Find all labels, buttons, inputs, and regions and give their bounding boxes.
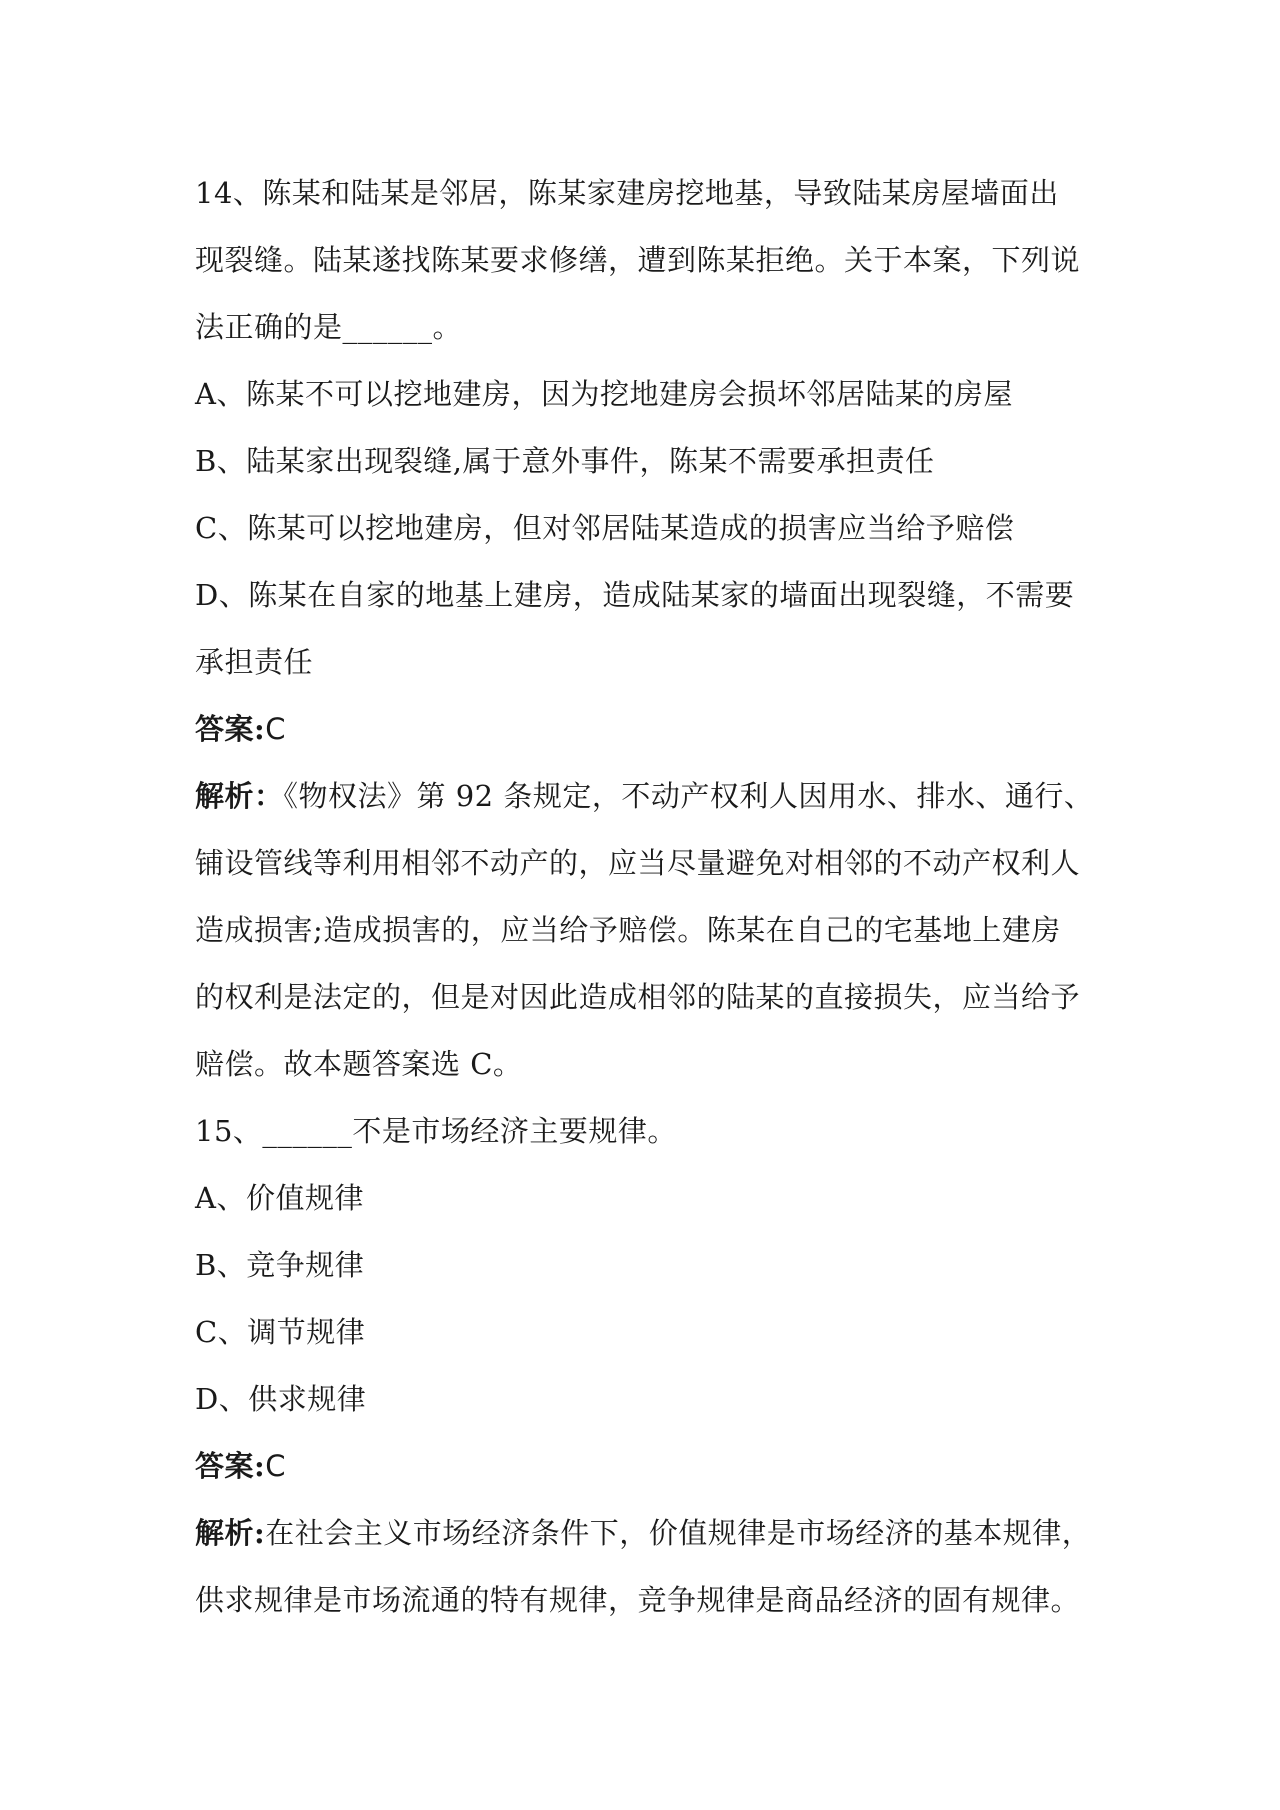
answer-line [195, 696, 1095, 763]
analysis-label: 解析: [195, 1516, 266, 1550]
answer-value: C [265, 712, 286, 746]
question-14 [195, 160, 1095, 1098]
option-b: B、陆某家出现裂缝,属于意外事件，陈某不需要承担责任 [195, 444, 935, 478]
question-stem-line: 14、陈某和陆某是邻居，陈某家建房挖地基，导致陆某房屋墙面出 [195, 176, 1059, 210]
analysis-line: 的权利是法定的，但是对因此造成相邻的陆某的直接损失，应当给予 [195, 980, 1081, 1014]
option-a: A、价值规律 [195, 1181, 364, 1215]
answer-line [195, 1433, 1095, 1500]
answer-label: 答案: [195, 712, 266, 746]
option-c: C、陈某可以挖地建房，但对邻居陆某造成的损害应当给予赔偿 [195, 511, 1015, 545]
option-c: C、调节规律 [195, 1315, 366, 1349]
analysis-line: 造成损害;造成损害的，应当给予赔偿。陈某在自己的宅基地上建房 [195, 913, 1061, 947]
analysis-text: 在社会主义市场经济条件下，价值规律是市场经济的基本规律， [265, 1516, 1092, 1550]
question-stem-line: 法正确的是______。 [195, 310, 463, 344]
analysis-line [195, 1500, 1095, 1567]
document-page [195, 160, 1095, 1634]
option-d-line: 承担责任 [195, 645, 314, 679]
option-a: A、陈某不可以挖地建房，因为挖地建房会损坏邻居陆某的房屋 [195, 377, 1013, 411]
analysis-line: 供求规律是市场流通的特有规律，竞争规律是商品经济的固有规律。 [195, 1583, 1081, 1617]
question-stem-line: 现裂缝。陆某遂找陈某要求修缮，遭到陈某拒绝。关于本案，下列说 [195, 243, 1081, 277]
analysis-label: 解析： [195, 779, 284, 813]
option-d-line: D、陈某在自家的地基上建房，造成陆某家的墙面出现裂缝，不需要 [195, 578, 1075, 612]
option-d: D、供求规律 [195, 1382, 367, 1416]
question-15 [195, 1098, 1095, 1634]
answer-label: 答案: [195, 1449, 266, 1483]
option-b: B、竞争规律 [195, 1248, 365, 1282]
analysis-text: 《物权法》第 92 条规定，不动产权利人因用水、排水、通行、 [283, 779, 1094, 813]
question-stem-line: 15、______不是市场经济主要规律。 [195, 1114, 677, 1148]
analysis-line: 铺设管线等利用相邻不动产的，应当尽量避免对相邻的不动产权利人 [195, 846, 1081, 880]
analysis-line: 赔偿。故本题答案选 C。 [195, 1047, 523, 1081]
analysis-line [195, 763, 1095, 830]
answer-value: C [265, 1449, 286, 1483]
